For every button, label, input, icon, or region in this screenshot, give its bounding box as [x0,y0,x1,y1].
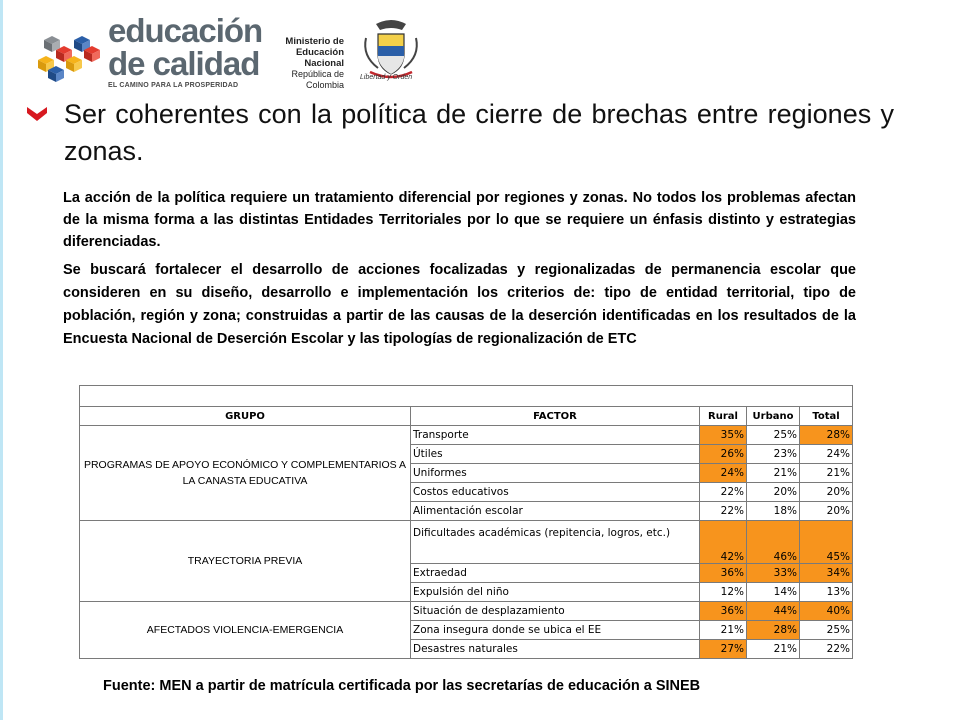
rural-cell: 22% [700,502,747,521]
urbano-cell: 25% [747,426,800,445]
header-grupo: GRUPO [80,407,411,426]
ministry-line-1: Ministerio de [285,36,344,47]
urbano-cell: 28% [747,621,800,640]
total-cell: 40% [800,602,853,621]
paragraph-1: La acción de la política requiere un tratamiento diferencial por regiones y zonas. No todos los problemas afectan de la misma forma a las distintas Entidades Territoriales por lo que se requiere un énfasis distinto y estrategias diferenciadas. [63,190,856,250]
table-row [80,602,853,621]
factor-cell: Alimentación escolar [411,502,700,521]
rural-cell: 42% [700,521,747,564]
rural-cell: 36% [700,602,747,621]
logo-tagline: EL CAMINO PARA LA PROSPERIDAD [108,82,239,89]
rural-cell: 26% [700,445,747,464]
urbano-cell: 14% [747,583,800,602]
chevron-bullet-icon [26,106,48,122]
rural-cell: 21% [700,621,747,640]
total-cell: 45% [800,521,853,564]
header-factor: FACTOR [411,407,700,426]
total-cell: 34% [800,564,853,583]
factor-cell: Útiles [411,445,700,464]
total-cell: 24% [800,445,853,464]
factor-cell: Situación de desplazamiento [411,602,700,621]
table-row [80,426,853,445]
header-urbano: Urbano [747,407,800,426]
total-cell: 13% [800,583,853,602]
rural-cell: 35% [700,426,747,445]
total-cell: 22% [800,640,853,659]
rural-cell: 22% [700,483,747,502]
urbano-cell: 21% [747,464,800,483]
factor-cell: Transporte [411,426,700,445]
rural-cell: 27% [700,640,747,659]
logo-cubes-icon [34,26,106,82]
paragraph-2: Se buscará fortalecer el desarrollo de acciones focalizadas y regionalizadas de permanencia escolar que consideren en su diseño, desarrollo e implementación los criterios de: tipo de entidad territorial, tipo de población, región y zona; construidas a partir de las causas de la deserción identificadas en los resultados de la Encuesta Nacional de Deserción Escolar y las tipologías de regionalización de ETC [63,262,856,347]
factor-cell: Extraedad [411,564,700,583]
total-cell: 25% [800,621,853,640]
group-cell: PROGRAMAS DE APOYO ECONÓMICO Y COMPLEMENTARIOS A LA CANASTA EDUCATIVA [80,426,411,521]
total-cell: 20% [800,502,853,521]
total-cell: 21% [800,464,853,483]
factor-cell: Costos educativos [411,483,700,502]
motto-text: Libertad y Orden [360,74,413,81]
ministry-label [262,36,344,91]
source-note: Fuente: MEN a partir de matrícula certificada por las secretarías de educación a SINEB [103,678,701,694]
urbano-cell: 20% [747,483,800,502]
factor-cell: Dificultades académicas (repitencia, logros, etc.) [411,521,700,564]
factor-cell: Uniformes [411,464,700,483]
table-row [80,521,853,564]
brand-logo [108,14,262,89]
factor-cell: Expulsión del niño [411,583,700,602]
table-header-row [80,407,853,426]
desercion-table [79,385,853,659]
table-blank-row [80,386,853,407]
rural-cell: 24% [700,464,747,483]
rural-cell: 36% [700,564,747,583]
total-cell: 28% [800,426,853,445]
total-cell: 20% [800,483,853,502]
slide-title: Ser coherentes con la política de cierre de brechas entre regiones y zonas. [64,99,894,166]
urbano-cell: 46% [747,521,800,564]
header-rural: Rural [700,407,747,426]
ministry-line-2: Educación Nacional [295,47,344,69]
header-total: Total [800,407,853,426]
urbano-cell: 33% [747,564,800,583]
logo-line-de-calidad: de calidad [108,45,260,82]
urbano-cell: 44% [747,602,800,621]
group-cell: TRAYECTORIA PREVIA [80,521,411,602]
urbano-cell: 21% [747,640,800,659]
logo-line-educacion: educación [108,12,263,49]
group-cell: AFECTADOS VIOLENCIA-EMERGENCIA [80,602,411,659]
factor-cell: Zona insegura donde se ubica el EE [411,621,700,640]
left-accent-rule [0,0,3,720]
urbano-cell: 18% [747,502,800,521]
rural-cell: 12% [700,583,747,602]
ministry-line-3: República de Colombia [291,69,344,90]
urbano-cell: 23% [747,445,800,464]
factor-cell: Desastres naturales [411,640,700,659]
